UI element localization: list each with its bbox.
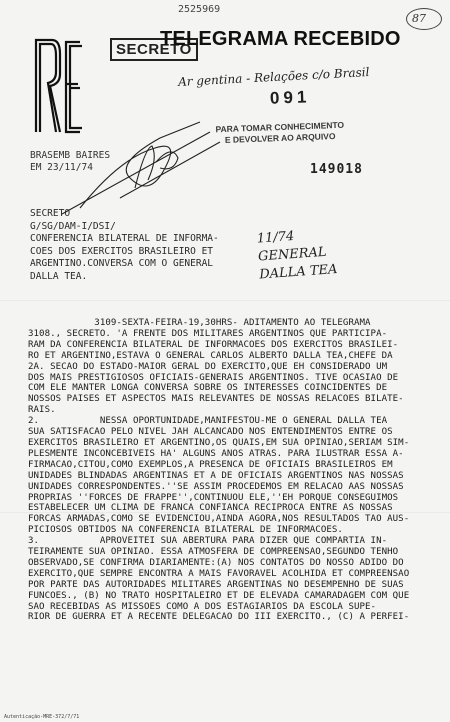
secreto-stamp: SECRETO (110, 38, 198, 61)
body-line: PLESMENTE INCONCEBIVEIS HA' ALGUNS ANOS ATRAS. PARA ILUSTRAR ESSA A- (28, 448, 404, 459)
body-line: UNIDADES BLINDADAS ARGENTINAS ET A DE OFICIAIS ARGENTINOS NAS NOSSAS (28, 470, 404, 481)
handwritten-margin-note (256, 222, 389, 285)
page-title: TELEGRAMA RECEBIDO (160, 28, 401, 50)
body-line: COM ELE MANTER LONGA CONVERSA SOBRE OS INTERESSES COINCIDENTES DE (28, 383, 388, 394)
subject-line: COES DOS EXERCITOS BRASILEIRO ET (30, 245, 214, 257)
body-line: UNIDADES CORRESPONDENTES.''SE ASSIM PROCEDEMOS EM RELACAO AAS NOSSAS (28, 481, 404, 492)
body-line: ESTABELECER UM CLIMA DE FRANCA CONFIANCA RECIPROCA ENTRE AS NOSSAS (28, 503, 393, 514)
scan-streak (0, 300, 450, 301)
return-stamp-line: E DEVOLVER AO ARQUIVO (224, 131, 336, 145)
body-line: FUNCOES., (B) NO TRATO HOSPITALEIRO ET DE ELEVADA CAMARADAGEM COM QUE (28, 590, 410, 601)
subject-line: SECRETO (30, 208, 71, 219)
document-number: 2525969 (178, 4, 221, 15)
body-line: SAO RECEBIDAS AS MISSOES COMO A DOS ESTAGIARIOS DA ESCOLA SUPE- (28, 601, 377, 612)
body-line: RAM DA CONFERENCIA BILATERAL DE INFORMACOES DOS EXERCITOS BRASILEI- (28, 339, 399, 350)
subject-line: G/SG/DAM-I/DSI/ (30, 220, 116, 232)
registration-code: 091 (269, 87, 311, 108)
handwritten-distribution-note: Ar gentina - Relações c/o Brasil (177, 64, 370, 90)
body-line: 2. NESSA OPORTUNIDADE,MANIFESTOU-ME O GENERAL DALLA TEA (28, 416, 388, 427)
margin-note-line: 11/74 (256, 228, 295, 247)
body-line: 3. APROVEITEI SUA ABERTURA PARA DIZER QUE COMPARTIA IN- (28, 536, 388, 547)
body-line: 3109-SEXTA-FEIRA-19,30HRS- ADITAMENTO AO TELEGRAMA (28, 318, 371, 328)
subject-line: ARGENTINO.CONVERSA COM O GENERAL (30, 258, 214, 269)
sender-origin: BRASEMB BAIRES (30, 150, 111, 161)
body-line: PICIOSOS OBTIDOS NA CONFERENCIA BILATERAL DE INFORMACOES. (28, 525, 343, 536)
body-line: FORCAS ARMADAS,COMO SE EVIDENCIOU,AINDA AGORA,NOS RESULTADOS TAO AUS- (28, 514, 410, 525)
body-line: OBSERVADO,SE CONFIRMA DIARIAMENTE:(A) NOS CONTATOS DO NOSSO ADIDO DO (28, 557, 404, 568)
subject-block (30, 208, 219, 283)
subject-line: CONFERENCIA BILATERAL DE INFORMA- (30, 233, 219, 244)
body-line: EXERCITOS BRASILEIRO ET ARGENTINO,OS QUAIS,EM SUA OPINIAO,SERIAM SIM- (28, 437, 410, 448)
subject-line: DALLA TEA. (30, 270, 88, 282)
return-stamp-line: PARA TOMAR CONHECIMENTO (215, 119, 345, 135)
body-line: DOS MAIS PRESTIGIOSOS OFICIAIS-GENERAIS ARGENTINOS. TIVE OCASIAO DE (28, 372, 399, 383)
body-line: FIRMACAO,CITOU,COMO EXEMPLOS,A PRESENCA DE OFICIAIS BRASILEIROS EM (28, 459, 393, 470)
signature-scribble (60, 118, 230, 218)
page-number: 87 (412, 12, 426, 25)
body-line: POR PARTE DAS AUTORIDADES MILITARES ARGENTINAS NO DESEMPENHO DE SUAS (28, 579, 404, 590)
sender-date: EM 23/11/74 (30, 162, 93, 173)
archive-number: 149018 (310, 162, 363, 177)
body-line: TEIRAMENTE SUA OPINIAO. ESSA ATMOSFERA DE COMPREENSAO,SEGUNDO TENHO (28, 547, 399, 558)
margin-note-line: DALLA TEA (258, 262, 338, 283)
telegram-body (28, 318, 442, 623)
body-line: 2A. SECAO DO ESTADO-MAIOR GERAL DO EXERCITO,QUE EH CONSIDERADO UM (28, 361, 388, 372)
footer-authentication-code: Autenticação-MRE-372/7/71 (4, 714, 80, 720)
return-to-archive-stamp (210, 120, 351, 147)
body-line: RAIS. (28, 405, 56, 416)
body-line: 3108., SECRETO. 'A FRENTE DOS MILITARES ARGENTINOS QUE PARTICIPA- (28, 328, 388, 339)
body-line: SUA SATISFACAO PELO NIVEL JAH ALCANCADO NOS ENTENDIMENTOS ENTRE OS (28, 427, 393, 438)
body-line: RIOR DE GUERRA ET A RECENTE DELEGACAO DO III EXERCITO., (C) A PERFEI- (28, 612, 410, 623)
body-line: EXERCITO,QUE SEMPRE ENCONTRA A MAIS FAVORAVEL ACOLHIDA ET COMPREENSAO (28, 568, 410, 579)
body-line: PROPRIAS ''FORCES DE FRAPPE'',CONTINUOU ELE,''EH PORQUE CONSEGUIMOS (28, 492, 399, 503)
body-line: NOSSOS PAISES ET ASPECTOS MAIS RELEVANTES DE NOSSAS RELACOES BILATE- (28, 394, 404, 405)
body-line: RO ET ARGENTINO,ESTAVA O GENERAL CARLOS ALBERTO DALLA TEA,CHEFE DA (28, 350, 393, 361)
margin-note-line: GENERAL (257, 244, 328, 265)
